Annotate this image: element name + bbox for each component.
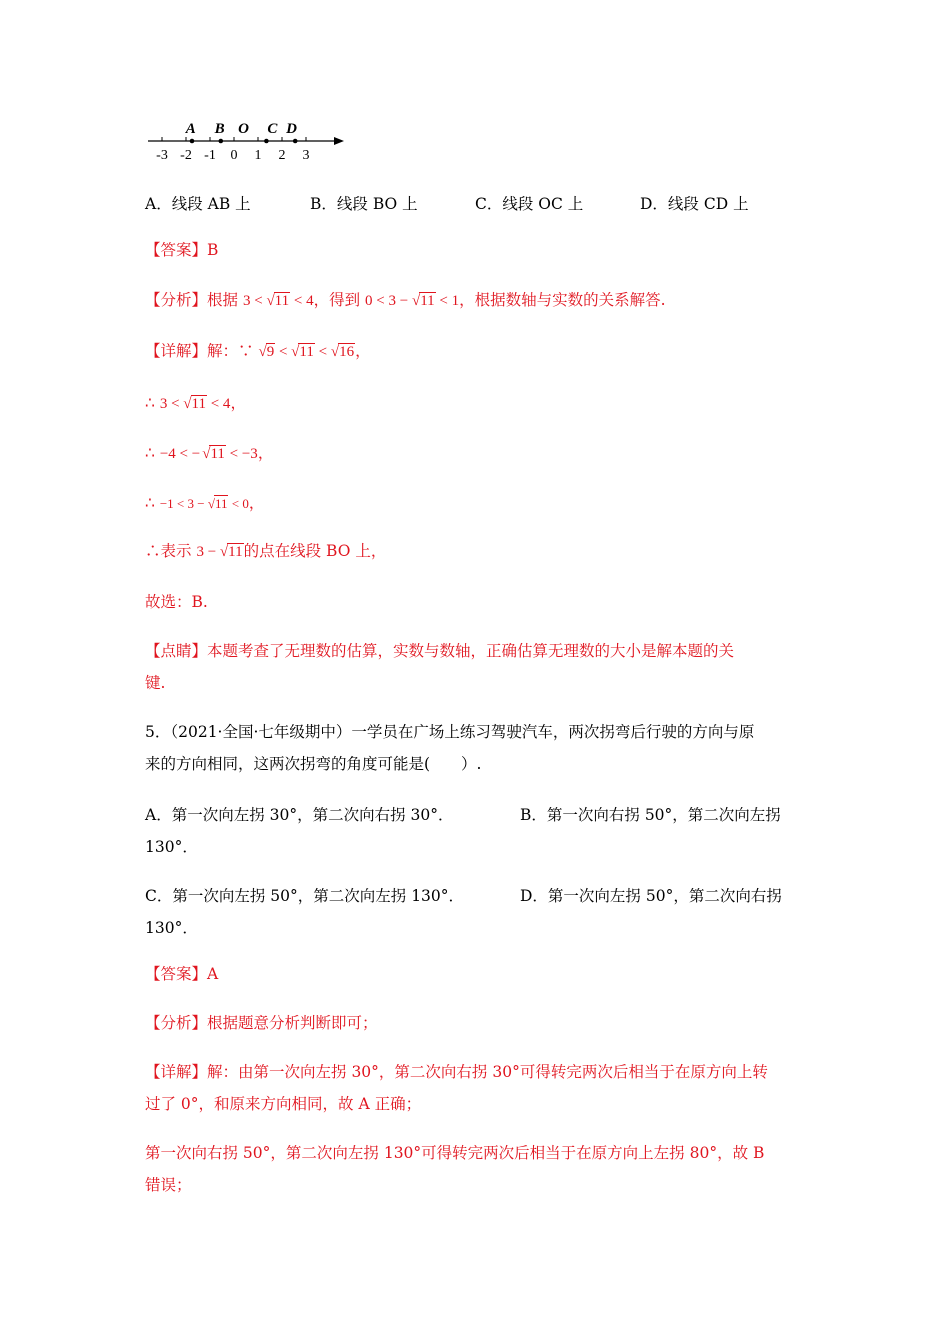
analysis-tag: 【分析】 [145,1014,208,1032]
detail-text: 解：∵ [207,342,254,360]
separator: ， [230,394,246,412]
detail-tag: 【详解】 [145,342,208,360]
radicand: 11 [191,396,206,412]
tick-label: 3 [302,148,310,163]
step-line-2 [145,443,273,464]
step-line-1 [145,393,246,414]
q5-option-b: B．第一次向右拐 50°，第二次向左拐 [520,806,781,824]
comment-line-1 [145,641,734,661]
separator: ， [355,342,371,360]
math-part: −4 < − [159,446,201,462]
math-expression: 3 < √11 < 4 [242,293,314,309]
comment-tag: 【点睛】 [145,642,208,660]
math-part: < 1 [439,293,460,309]
q5-stem-2: 来的方向相同，这两次拐弯的角度可能是( ）. [145,755,482,773]
math-expression: 0 < 3 − √11 < 1 [365,293,460,309]
therefore-symbol: ∴ [145,444,155,462]
radicand: 11 [214,496,228,511]
radicand: 9 [266,344,275,360]
analysis-text: 根据 [207,291,239,309]
number-line-figure [140,115,360,165]
answer-tag: 【答案】 [145,965,208,983]
math-part: 3 − [196,544,217,560]
q5-option-d-cont: 130°． [145,919,198,937]
q5-option-d: D．第一次向左拐 50°，第二次向右拐 [520,887,782,905]
point-dot [264,139,269,144]
q5-analysis-line [145,1013,378,1033]
axis-arrow-icon [334,137,344,145]
q5-detail-line-3: 第一次向右拐 50°，第二次向左拐 130°可得转完两次后相当于在原方向上左拐 80°，故 B [145,1144,765,1162]
radicand: 11 [210,446,225,462]
radicand: 16 [339,344,355,360]
answer-value: B [207,241,219,259]
analysis-text: ，得到 [313,291,361,309]
math-expression: −1 < 3 − √11 < 0 [159,496,249,511]
tick-label: 0 [230,148,238,163]
point-label: D [286,121,298,137]
math-part: < −3 [229,446,258,462]
point-dot [190,139,195,144]
radicand: 11 [228,544,243,560]
step-text: ∴表示 [145,542,192,560]
q5-answer-line [145,964,218,984]
therefore-symbol: ∴ [145,494,155,512]
tick-label: -1 [204,148,216,163]
math-expression: −4 < − √11 < −3 [159,446,258,462]
math-part: < [318,344,328,360]
tick-label: -3 [156,148,168,163]
math-part: < [278,344,288,360]
option-c: C．线段 OC 上 [475,195,584,213]
math-part: < 0 [231,496,249,511]
math-part: 3 < [159,396,180,412]
math-part: 0 < 3 − [365,293,409,309]
point-dot [219,139,224,144]
tick-label: -2 [180,148,192,163]
q5-detail-line-2: 过了 0°，和原来方向相同，故 A 正确； [145,1095,422,1113]
detail-text: 解：由第一次向左拐 30°，第二次向右拐 30°可得转完两次后相当于在原方向上转 [207,1063,768,1081]
math-expression: 3 < √11 < 4 [159,396,231,412]
option-a: A．线段 AB 上 [145,195,251,213]
math-expression: √9 < √11 < √16 [258,344,355,360]
math-part: < 4 [210,396,231,412]
detail-tag: 【详解】 [145,1063,208,1081]
step-line-3 [145,493,264,514]
math-part: < 4 [293,293,314,309]
radicand: 11 [299,344,314,360]
separator: ， [257,444,274,462]
math-part: −1 < 3 − [159,496,205,511]
tick-label: 2 [278,148,286,163]
q5-option-c: C．第一次向左拐 50°，第二次向左拐 130°． [145,887,465,905]
q5-detail-line-1 [145,1062,768,1082]
comment-text: 本题考查了无理数的估算，实数与数轴，正确估算无理数的大小是解本题的关 [207,642,735,660]
step-text: 的点在线段 BO 上， [243,542,387,560]
tick-label: 1 [254,148,262,163]
q5-detail-line-4: 错误； [145,1176,192,1194]
answer-line [145,240,218,260]
comment-line-2: 键. [145,674,166,692]
analysis-line [145,290,666,311]
q5-option-b-cont: 130°． [145,838,198,856]
point-dot [293,139,298,144]
point-label: A [185,121,196,137]
radicand: 11 [420,293,435,309]
answer-tag: 【答案】 [145,241,208,259]
option-b: B．线段 BO 上 [310,195,418,213]
step-line-4 [145,541,386,562]
analysis-text: 根据题意分析判断即可； [207,1014,378,1032]
option-d: D．线段 CD 上 [640,195,749,213]
math-part: 3 < [242,293,263,309]
point-label: B [214,121,225,137]
therefore-symbol: ∴ [145,394,155,412]
detail-line [145,341,371,362]
analysis-text: ，根据数轴与实数的关系解答. [459,291,666,309]
q5-stem-1: 5．（2021·全国·七年级期中）一学员在广场上练习驾驶汽车，两次拐弯后行驶的方向与原 [145,723,755,741]
analysis-tag: 【分析】 [145,291,208,309]
radicand: 11 [274,293,290,309]
answer-value: A [207,965,219,983]
q5-option-a: A．第一次向左拐 30°，第二次向右拐 30°． [145,806,454,824]
math-expression: 3 − √11 [196,544,243,560]
point-label: O [238,121,250,137]
choose-line: 故选：B. [145,593,208,611]
separator: ， [248,494,265,512]
point-label: C [267,121,278,137]
